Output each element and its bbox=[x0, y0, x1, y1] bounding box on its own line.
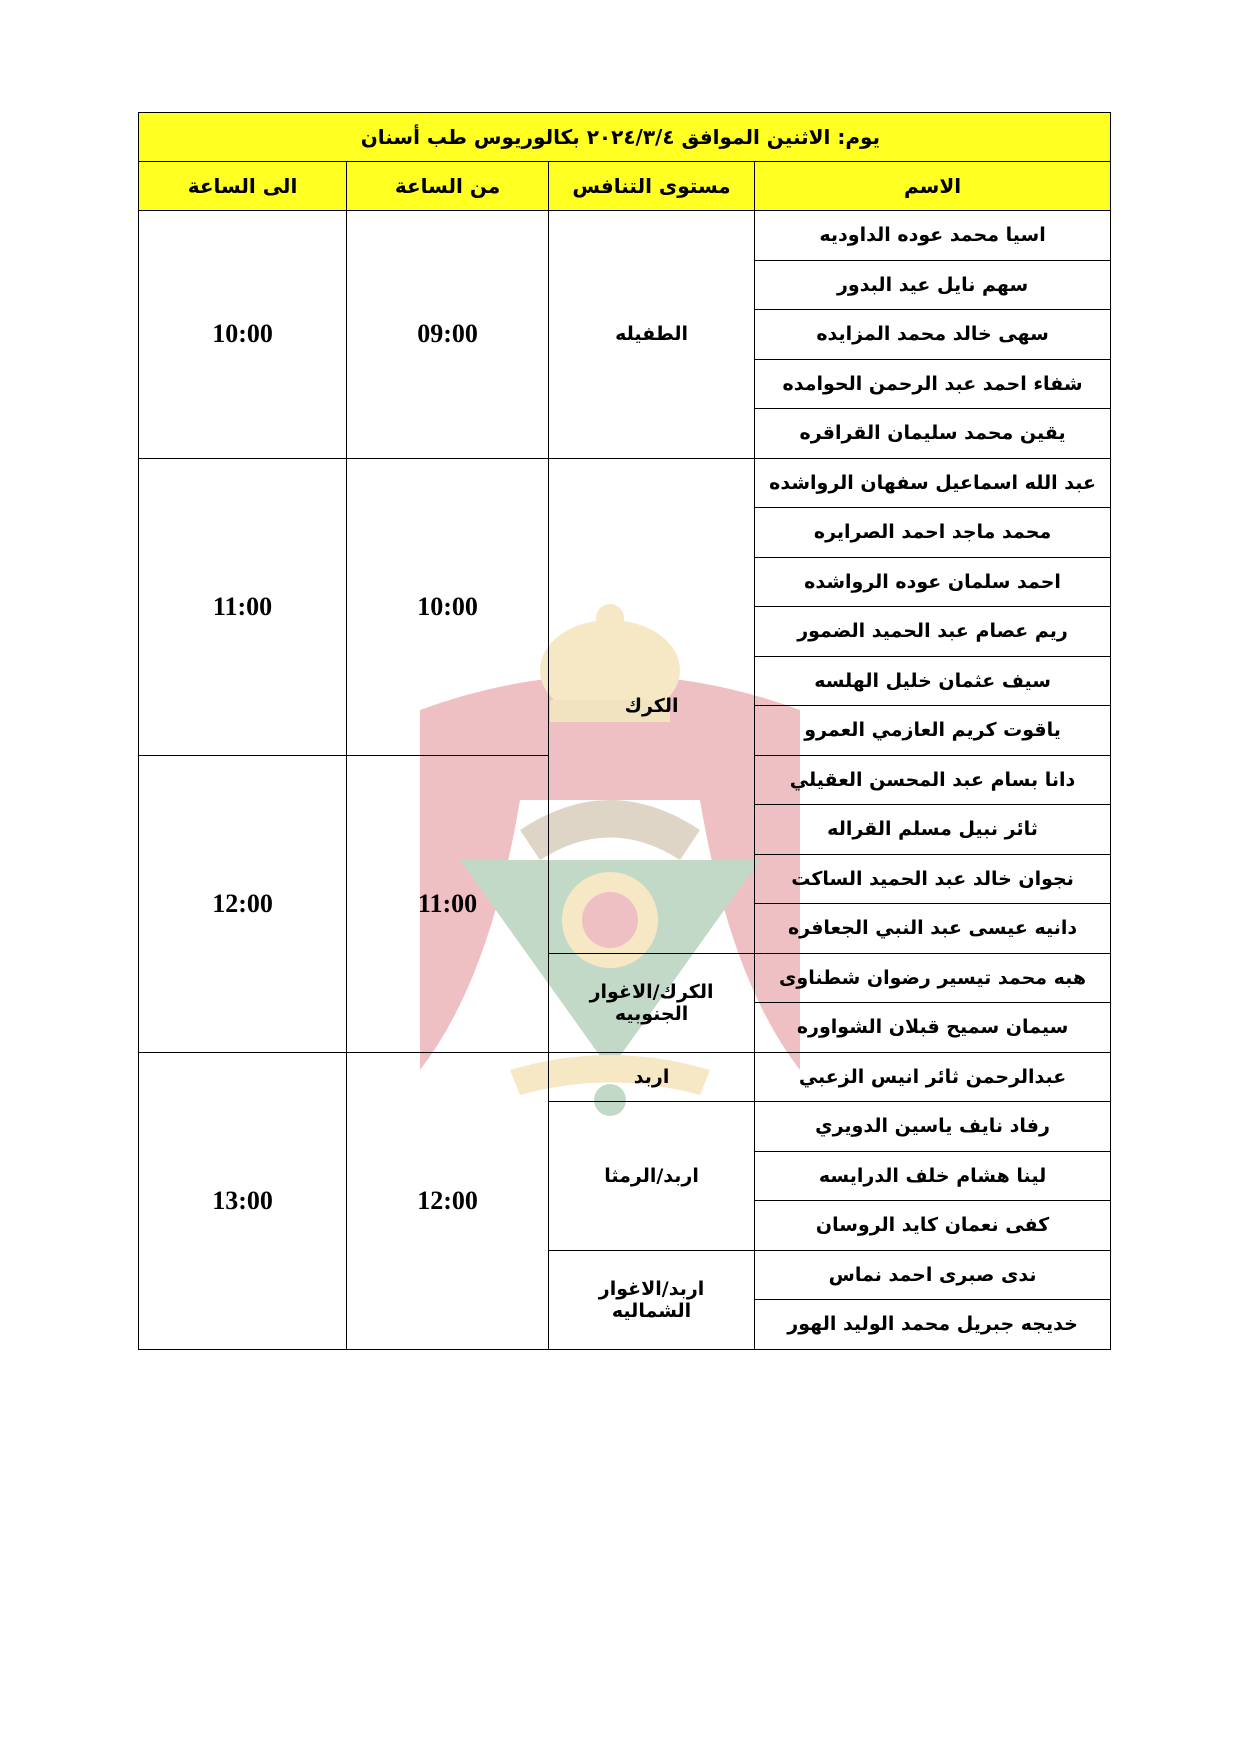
name-cell: سهى خالد محمد المزايده bbox=[755, 310, 1111, 360]
name-cell: ياقوت كريم العازمي العمرو bbox=[755, 706, 1111, 756]
name-cell: سهم نايل عيد البدور bbox=[755, 260, 1111, 310]
name-cell: نجوان خالد عبد الحميد الساكت bbox=[755, 854, 1111, 904]
name-cell: شفاء احمد عبد الرحمن الحوامده bbox=[755, 359, 1111, 409]
from-time: 10:00 bbox=[347, 458, 549, 755]
name-cell: يقين محمد سليمان القراقره bbox=[755, 409, 1111, 459]
name-cell: محمد ماجد احمد الصرايره bbox=[755, 508, 1111, 558]
header-name: الاسم bbox=[755, 162, 1111, 211]
to-time: 12:00 bbox=[139, 755, 347, 1052]
region-cell: اربد/الرمثا bbox=[549, 1102, 755, 1251]
name-cell: سيمان سميح قبلان الشواوره bbox=[755, 1003, 1111, 1053]
to-time: 10:00 bbox=[139, 211, 347, 459]
header-from: من الساعة bbox=[347, 162, 549, 211]
table-row bbox=[139, 458, 1111, 508]
name-cell: دانيه عيسى عبد النبي الجعافره bbox=[755, 904, 1111, 954]
schedule-table bbox=[138, 112, 1111, 1350]
region-cell: اربد/الاغوار الشماليه bbox=[549, 1250, 755, 1349]
name-cell: خديجه جبريل محمد الوليد الهور bbox=[755, 1300, 1111, 1350]
name-cell: دانا بسام عبد المحسن العقيلي bbox=[755, 755, 1111, 805]
from-time: 12:00 bbox=[347, 1052, 549, 1349]
from-time: 11:00 bbox=[347, 755, 549, 1052]
name-cell: اسيا محمد عوده الداوديه bbox=[755, 211, 1111, 261]
to-time: 13:00 bbox=[139, 1052, 347, 1349]
table-row bbox=[139, 1052, 1111, 1102]
header-to: الى الساعة bbox=[139, 162, 347, 211]
name-cell: ندى صبرى احمد نماس bbox=[755, 1250, 1111, 1300]
name-cell: ريم عصام عبد الحميد الضمور bbox=[755, 607, 1111, 657]
region-cell: الطفيله bbox=[549, 211, 755, 459]
table-row bbox=[139, 211, 1111, 261]
region-cell: الكرك bbox=[549, 458, 755, 953]
name-cell: احمد سلمان عوده الرواشده bbox=[755, 557, 1111, 607]
name-cell: لينا هشام خلف الدرايسه bbox=[755, 1151, 1111, 1201]
page-title: يوم: الاثنين الموافق ٢٠٢٤/٣/٤ بكالوريوس طب أسنان bbox=[139, 113, 1111, 162]
name-cell: عبد الله اسماعيل سفهان الرواشده bbox=[755, 458, 1111, 508]
region-cell: الكرك/الاغوار الجنوبيه bbox=[549, 953, 755, 1052]
name-cell: هبه محمد تيسير رضوان شطناوى bbox=[755, 953, 1111, 1003]
name-cell: عبدالرحمن ثائر انيس الزعبي bbox=[755, 1052, 1111, 1102]
name-cell: كفى نعمان كايد الروسان bbox=[755, 1201, 1111, 1251]
name-cell: ثائر نبيل مسلم القراله bbox=[755, 805, 1111, 855]
name-cell: سيف عثمان خليل الهلسه bbox=[755, 656, 1111, 706]
name-cell: رفاد نايف ياسين الدويري bbox=[755, 1102, 1111, 1152]
region-cell: اربد bbox=[549, 1052, 755, 1102]
to-time: 11:00 bbox=[139, 458, 347, 755]
from-time: 09:00 bbox=[347, 211, 549, 459]
header-level: مستوى التنافس bbox=[549, 162, 755, 211]
